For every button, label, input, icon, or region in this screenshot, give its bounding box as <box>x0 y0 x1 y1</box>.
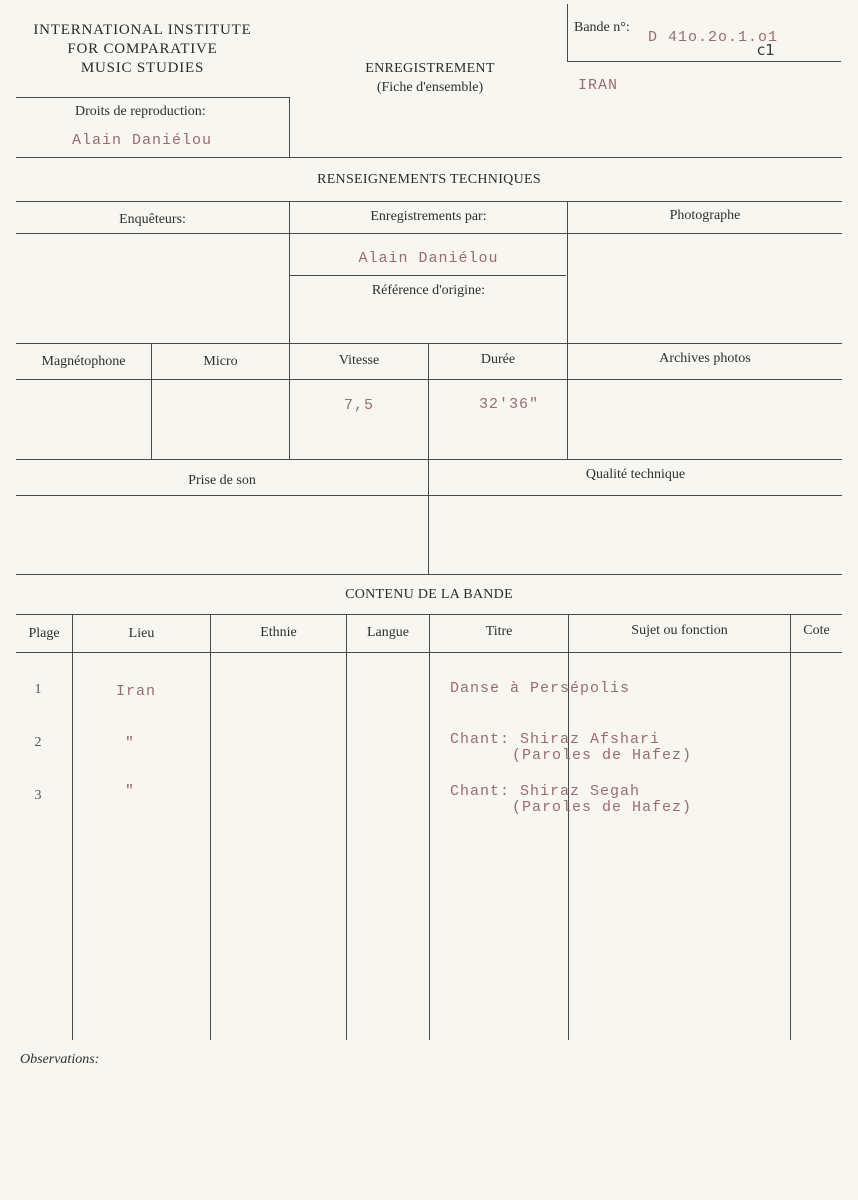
table-row-3-title-note: (Paroles de Hafez) <box>512 799 693 816</box>
technical-divider-2 <box>567 201 568 343</box>
table-row-2-title: Chant: Shiraz Afshari <box>450 731 661 748</box>
column-header-language: Langue <box>367 625 409 640</box>
recorded-by-value: Alain Daniélou <box>358 250 499 267</box>
institute-line-2: FOR COMPARATIVE <box>67 41 218 57</box>
tape-box-left-border <box>567 4 568 62</box>
contents-divider-2 <box>210 614 211 1040</box>
table-row-2-track: 2 <box>34 735 42 750</box>
sound-recording-label: Prise de son <box>188 473 256 488</box>
table-row-3-place: " <box>125 783 136 800</box>
column-header-title: Titre <box>485 624 513 639</box>
column-header-ethnic-group: Ethnie <box>260 625 297 640</box>
duration-value: 32'36" <box>478 396 539 413</box>
micro-label: Micro <box>203 354 238 369</box>
rights-top-border <box>16 97 289 98</box>
rights-label: Droits de reproduction: <box>75 104 206 119</box>
header-bottom-rule <box>16 157 842 158</box>
equipment-header-rule <box>16 379 842 380</box>
institute-line-3: MUSIC STUDIES <box>80 60 205 76</box>
contents-divider-3 <box>346 614 347 1040</box>
table-row-1-title: Danse à Persépolis <box>450 680 631 697</box>
duration-label: Durée <box>480 352 516 367</box>
rights-value: Alain Daniélou <box>72 132 213 149</box>
contents-divider-5 <box>568 614 569 1040</box>
photographer-label: Photographe <box>669 208 741 223</box>
institute-line-1: INTERNATIONAL INSTITUTE <box>33 22 252 38</box>
tape-box-bottom-border <box>567 61 841 62</box>
column-header-reference: Cote <box>803 623 830 638</box>
technical-quality-label: Qualité technique <box>585 467 686 482</box>
technical-bottom-rule <box>16 574 842 575</box>
table-row-1-track: 1 <box>34 682 42 697</box>
photo-archives-label: Archives photos <box>659 351 751 366</box>
sound-divider <box>428 459 429 574</box>
table-row-2-place: " <box>125 735 136 752</box>
recorded-by-label: Enregistrements par: <box>370 209 487 224</box>
column-header-subject: Sujet ou fonction <box>631 623 728 638</box>
speed-label: Vitesse <box>338 353 380 368</box>
tape-number-label: Bande n°: <box>574 20 630 35</box>
equipment-divider-1 <box>151 343 152 459</box>
contents-divider-4 <box>429 614 430 1040</box>
table-row-2-title-note: (Paroles de Hafez) <box>512 747 693 764</box>
country-value: IRAN <box>578 77 619 94</box>
record-subtitle: (Fiche d'ensemble) <box>376 80 484 95</box>
origin-ref-label: Référence d'origine: <box>371 283 486 298</box>
investigators-label: Enquêteurs: <box>119 212 186 227</box>
equipment-top-rule <box>16 343 842 344</box>
technical-section-title: RENSEIGNEMENTS TECHNIQUES <box>317 172 541 187</box>
contents-divider-6 <box>790 614 791 1040</box>
rights-right-border <box>289 97 290 157</box>
tape-number-value: D 41o.2o.1.o1 <box>648 29 779 46</box>
table-row-3-track: 3 <box>34 788 42 803</box>
sound-top-rule <box>16 459 842 460</box>
speed-value: 7,5 <box>343 397 374 414</box>
technical-divider-1 <box>289 201 290 343</box>
tape-handwritten-note: c1 <box>757 41 775 59</box>
tape-recorder-label: Magnétophone <box>41 354 126 369</box>
record-title: ENREGISTREMENT <box>365 61 495 76</box>
technical-header-rule <box>16 233 842 234</box>
contents-divider-1 <box>72 614 73 1040</box>
table-row-3-title: Chant: Shiraz Segah <box>450 783 641 800</box>
sound-header-rule <box>16 495 842 496</box>
table-row-1-place: Iran <box>116 683 157 700</box>
column-header-track: Plage <box>28 626 60 641</box>
observations-label: Observations: <box>20 1052 100 1067</box>
contents-section-title: CONTENU DE LA BANDE <box>345 587 513 602</box>
institute-name <box>10 21 275 78</box>
technical-top-rule <box>16 201 842 202</box>
column-header-place: Lieu <box>128 626 155 641</box>
recorded-by-rule <box>290 275 566 276</box>
